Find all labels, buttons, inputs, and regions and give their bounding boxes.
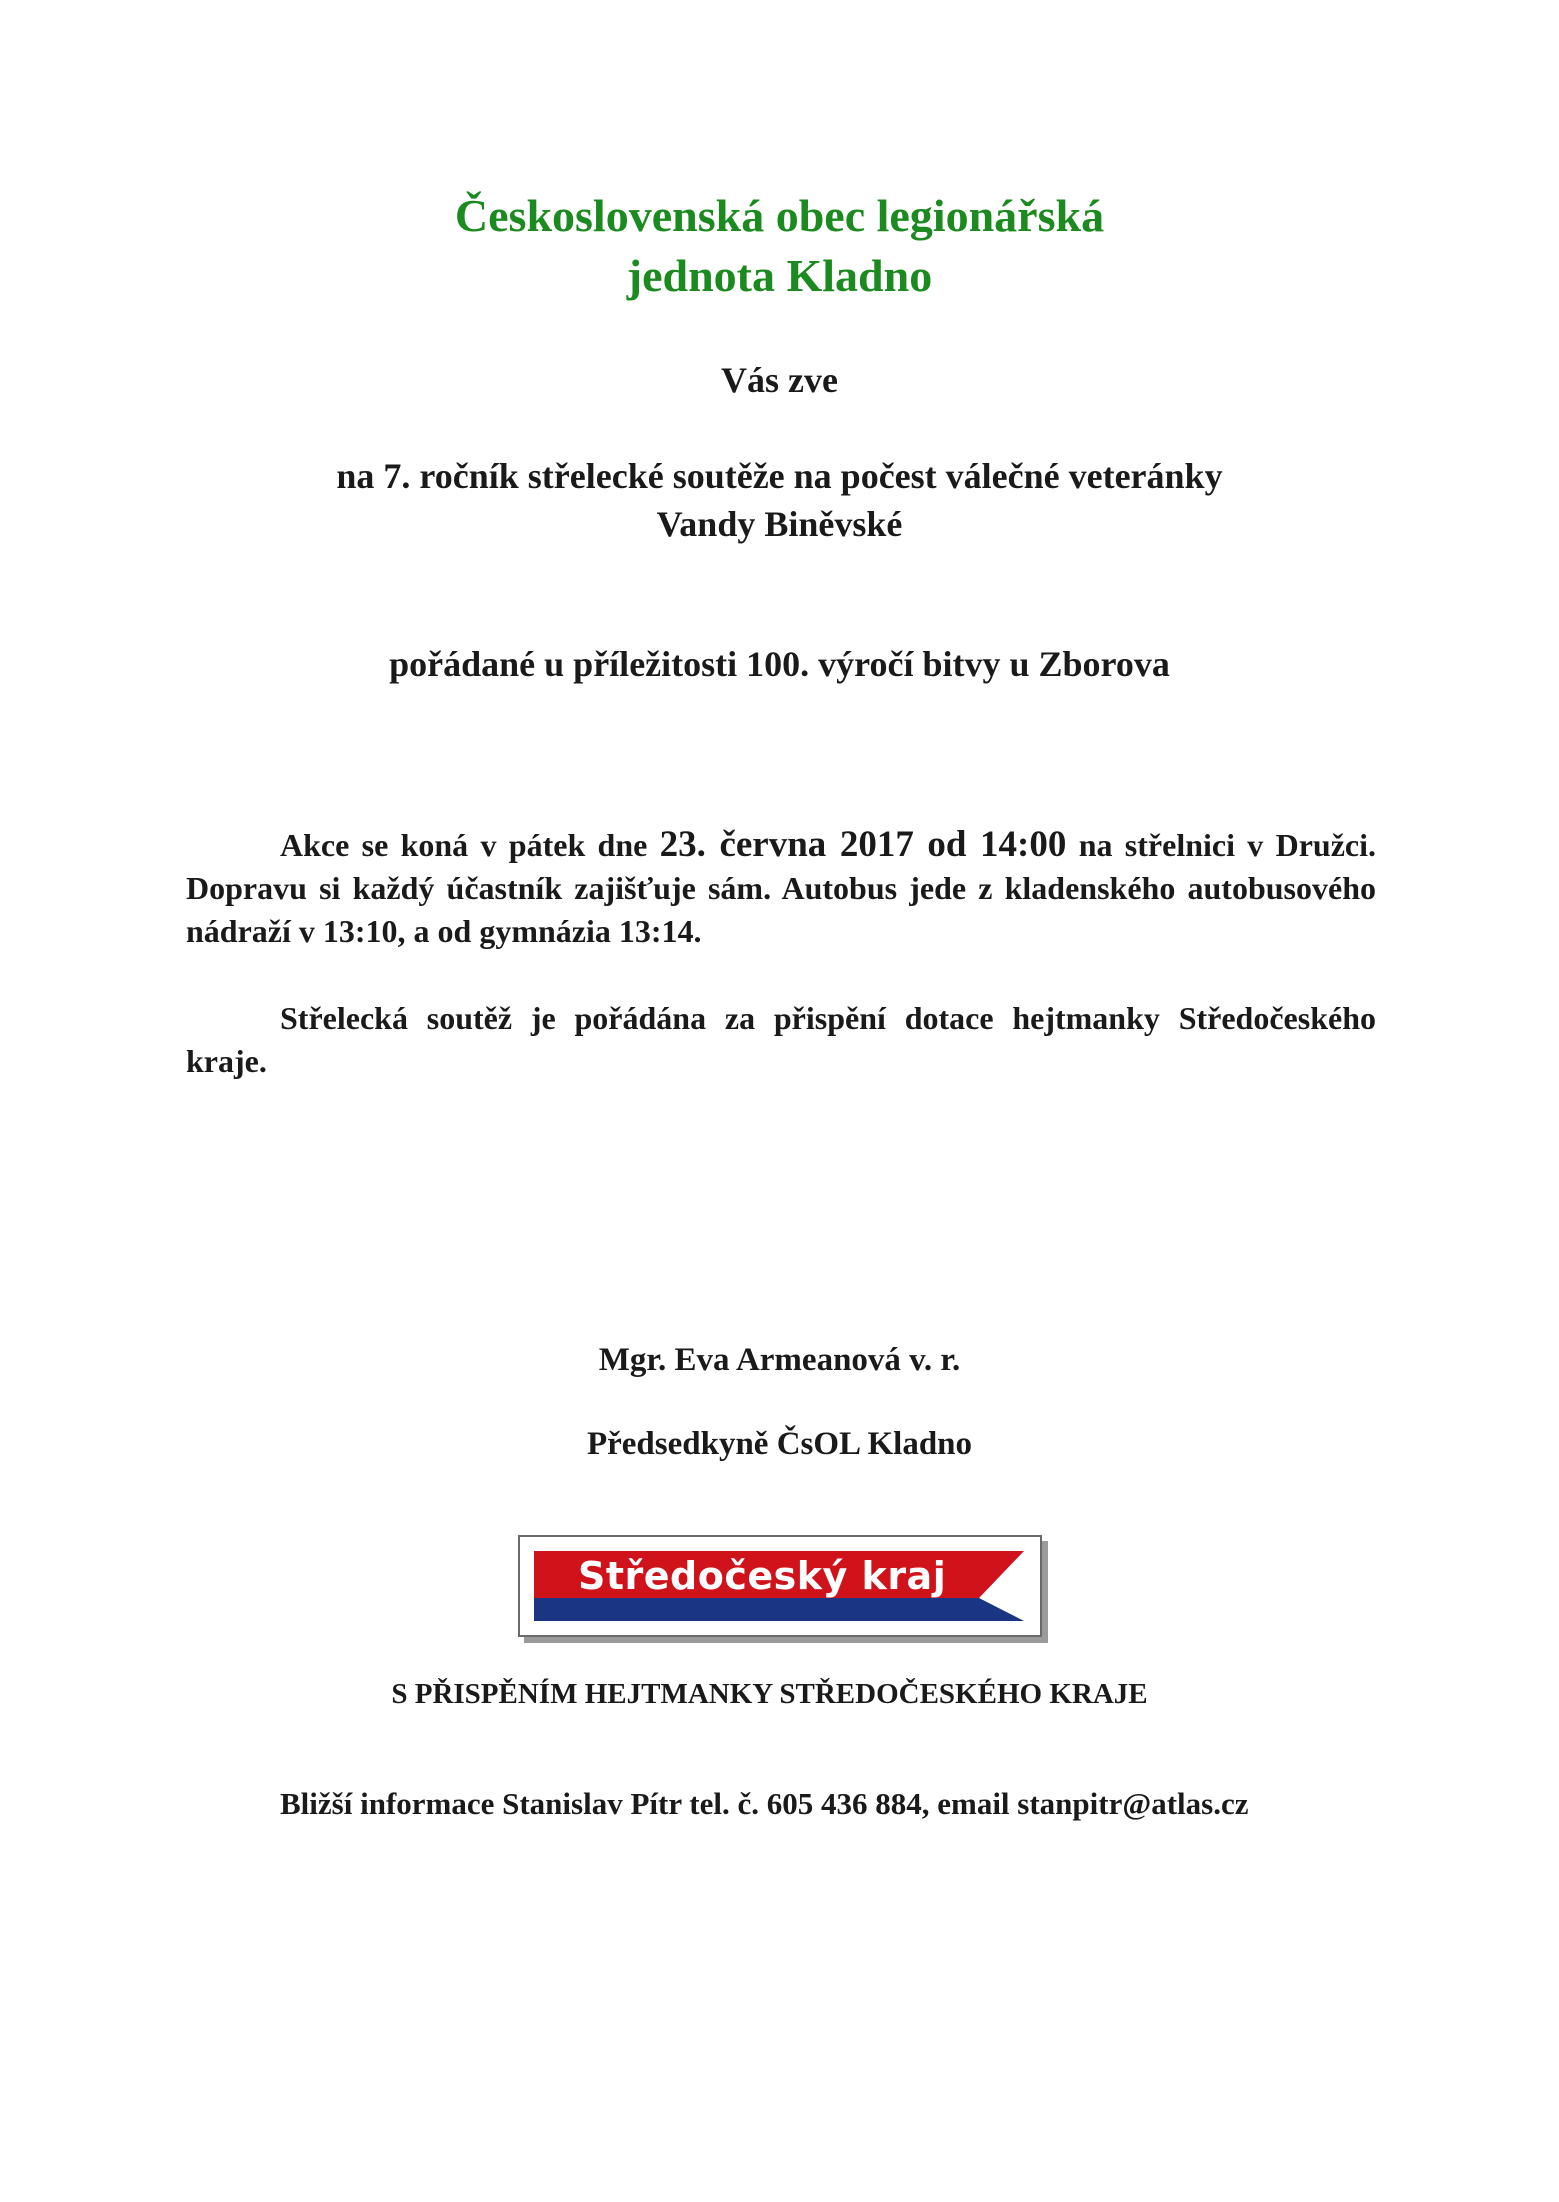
- details-text-b: na střelnici v Družci. Dopravu si každý účastník zajišťuje sám. Autobus jede z kladenského autobusového nádraží v 13:10, a od gymnázia 13:14.: [186, 827, 1377, 949]
- details-text-a: Akce se koná v pátek dne: [280, 827, 660, 863]
- sponsor-line: S PŘISPĚNÍM HEJTMANKY STŘEDOČESKÉHO KRAJE: [391, 1678, 1148, 1710]
- org-title-line2: jednota Kladno: [626, 250, 933, 301]
- event-line-2: Vandy Biněvské: [656, 504, 903, 544]
- signature-name: Mgr. Eva Armeanová v. r.: [598, 1342, 961, 1378]
- event-date: 23. června 2017 od 14:00: [659, 824, 1067, 865]
- logo-blue-band: [534, 1598, 1024, 1621]
- event-line-1: na 7. ročník střelecké soutěže na počest válečné veteránky: [336, 456, 1223, 496]
- stredocesky-kraj-logo: [518, 1535, 1042, 1637]
- org-title-line1: Československá obec legionářská: [454, 190, 1105, 241]
- details-paragraph-1: [186, 823, 1376, 953]
- logo-text: Středočeský kraj: [578, 1554, 947, 1598]
- sponsor-paragraph-text: Střelecká soutěž je pořádána za přispění dotace hejtmanky Středočeského kraje.: [186, 1000, 1376, 1079]
- contact-info: Bližší informace Stanislav Pítr tel. č. 605 436 884, email stanpitr@atlas.cz: [280, 1786, 1249, 1821]
- signature-role: Předsedkyně ČsOL Kladno: [586, 1426, 973, 1462]
- details-paragraph-2: [186, 997, 1376, 1083]
- occasion-line: pořádané u příležitosti 100. výročí bitvy u Zborova: [389, 644, 1170, 684]
- invite-heading: Vás zve: [721, 360, 838, 400]
